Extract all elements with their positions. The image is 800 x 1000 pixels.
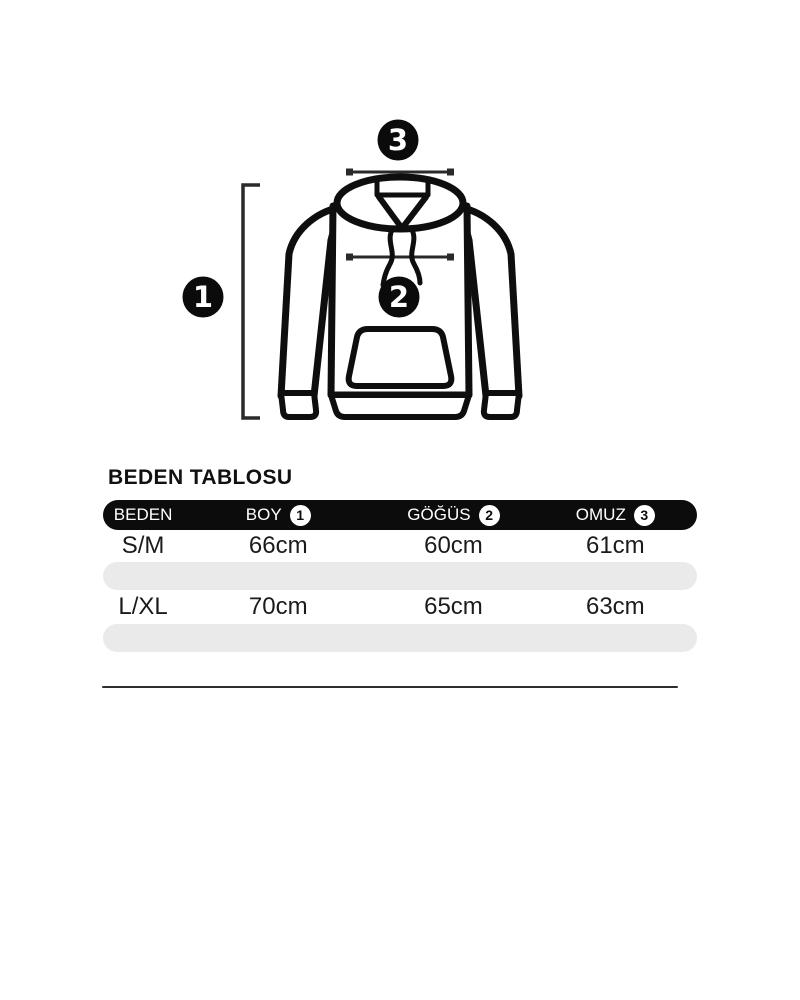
hoodie-left-cuff bbox=[281, 393, 316, 417]
badge-2-icon: 2 bbox=[479, 505, 500, 526]
size-table-title: BEDEN TABLOSU bbox=[108, 466, 293, 489]
size-cell: L/XL bbox=[118, 593, 168, 620]
omuz-value-cell: 63cm bbox=[585, 593, 645, 620]
divider-line bbox=[102, 686, 678, 688]
header-label-omuz: OMUZ bbox=[575, 505, 626, 524]
shoulder-measure-cap-left bbox=[346, 169, 353, 176]
hoodie-diagram bbox=[170, 100, 610, 450]
gogus-value-cell: 60cm bbox=[424, 532, 483, 559]
size-table bbox=[103, 500, 697, 652]
header-cell-beden bbox=[103, 500, 183, 530]
boy-value-cell: 66cm bbox=[248, 532, 308, 559]
header-cell-boy bbox=[183, 500, 373, 530]
stripe-row bbox=[103, 624, 697, 652]
size-table-header-row bbox=[103, 500, 697, 530]
boy-value-cell: 70cm bbox=[248, 593, 308, 620]
marker-3-label: 3 bbox=[387, 123, 409, 157]
header-label-boy: BOY bbox=[245, 505, 282, 524]
badge-3-icon: 3 bbox=[634, 505, 655, 526]
chest-measure-cap-right bbox=[447, 254, 454, 261]
gogus-value-cell: 65cm bbox=[424, 593, 483, 620]
hoodie-right-cuff bbox=[484, 393, 519, 417]
shoulder-measure-cap-right bbox=[447, 169, 454, 176]
header-label-gogus: GÖĞÜS bbox=[407, 505, 471, 524]
header-cell-omuz bbox=[534, 500, 697, 530]
header-cell-gogus bbox=[373, 500, 533, 530]
size-cell: S/M bbox=[121, 532, 165, 559]
hoodie-pocket bbox=[349, 329, 452, 386]
marker-1-label: 1 bbox=[192, 280, 214, 314]
header-label-beden: BEDEN bbox=[113, 505, 173, 524]
badge-1-icon: 1 bbox=[290, 505, 311, 526]
table-row-lxl bbox=[103, 590, 697, 624]
length-measure-bracket bbox=[243, 185, 260, 418]
chest-measure-cap-left bbox=[346, 254, 353, 261]
omuz-value-cell: 61cm bbox=[585, 532, 645, 559]
table-row-sm bbox=[103, 530, 697, 562]
marker-2-label: 2 bbox=[388, 280, 410, 314]
stripe-row bbox=[103, 562, 697, 590]
hoodie-hem-band bbox=[331, 395, 469, 417]
